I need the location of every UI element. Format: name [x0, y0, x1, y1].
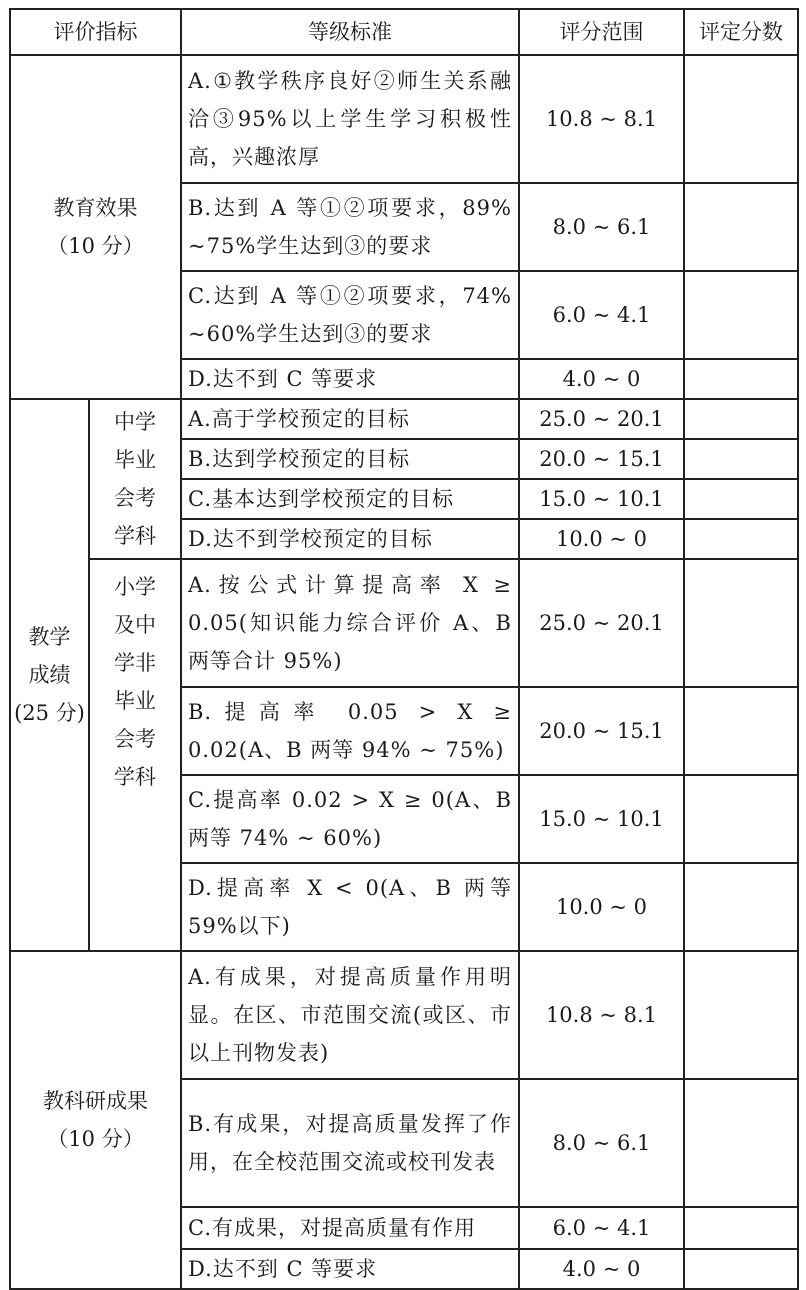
standard-cell: A.①教学秩序良好②师生关系融洽③95%以上学生学习积极性高，兴趣浓厚 — [181, 55, 519, 183]
score-input-cell[interactable] — [684, 1079, 798, 1207]
standard-cell: D.提高率 X < 0(A、B 两等 59%以下) — [181, 863, 519, 951]
standard-cell: C.达到 A 等①②项要求，74% ~60%学生达到③的要求 — [181, 271, 519, 359]
header-indicator: 评价指标 — [10, 9, 181, 55]
indicator-points: (25 分) — [14, 701, 85, 725]
standard-cell: B.有成果，对提高质量发挥了作用，在全校范围交流或校刊发表 — [181, 1079, 519, 1207]
range-cell: 25.0 ~ 20.1 — [519, 399, 684, 439]
header-standard: 等级标准 — [181, 9, 519, 55]
range-cell: 10.8 ~ 8.1 — [519, 951, 684, 1079]
score-input-cell[interactable] — [684, 55, 798, 183]
score-input-cell[interactable] — [684, 863, 798, 951]
range-cell: 15.0 ~ 10.1 — [519, 775, 684, 863]
indicator-cell — [10, 951, 181, 1289]
indicator-name: 教学成绩 — [28, 625, 71, 687]
range-cell: 25.0 ~ 20.1 — [519, 559, 684, 687]
range-cell: 20.0 ~ 15.1 — [519, 687, 684, 775]
standard-cell: C.提高率 0.02 > X ≥ 0(A、B 两等 74% ~ 60%) — [181, 775, 519, 863]
table-row — [10, 399, 798, 439]
score-input-cell[interactable] — [684, 1249, 798, 1289]
table-row — [10, 951, 798, 1079]
subject-group-label: 中学毕业会考学科 — [89, 399, 181, 559]
score-input-cell[interactable] — [684, 271, 798, 359]
range-cell: 6.0 ~ 4.1 — [519, 271, 684, 359]
score-input-cell[interactable] — [684, 1207, 798, 1249]
standard-cell: B.达到 A 等①②项要求，89% ~75%学生达到③的要求 — [181, 183, 519, 271]
standard-cell: C.基本达到学校预定的目标 — [181, 479, 519, 519]
range-cell: 15.0 ~ 10.1 — [519, 479, 684, 519]
evaluation-table — [9, 8, 799, 1290]
score-input-cell[interactable] — [684, 687, 798, 775]
score-input-cell[interactable] — [684, 951, 798, 1079]
score-input-cell[interactable] — [684, 183, 798, 271]
table-row — [10, 55, 798, 183]
standard-cell: B.达到学校预定的目标 — [181, 439, 519, 479]
table-row — [10, 559, 798, 687]
range-cell: 6.0 ~ 4.1 — [519, 1207, 684, 1249]
score-input-cell[interactable] — [684, 559, 798, 687]
indicator-name: 教育效果 — [53, 196, 138, 220]
standard-cell: A.高于学校预定的目标 — [181, 399, 519, 439]
standard-cell: C.有成果，对提高质量有作用 — [181, 1207, 519, 1249]
range-cell: 10.0 ~ 0 — [519, 863, 684, 951]
indicator-points: （10 分） — [47, 234, 144, 258]
header-row — [10, 9, 798, 55]
range-cell: 10.8 ~ 8.1 — [519, 55, 684, 183]
range-cell: 20.0 ~ 15.1 — [519, 439, 684, 479]
standard-cell: A.按公式计算提高率 X ≥ 0.05(知识能力综合评价 A、B 两等合计 95%) — [181, 559, 519, 687]
indicator-points: （10 分） — [47, 1127, 144, 1151]
standard-cell: D.达不到 C 等要求 — [181, 1249, 519, 1289]
standard-cell: D.达不到 C 等要求 — [181, 359, 519, 399]
indicator-cell — [10, 399, 89, 951]
indicator-cell — [10, 55, 181, 399]
header-range: 评分范围 — [519, 9, 684, 55]
range-cell: 10.0 ~ 0 — [519, 519, 684, 559]
header-score: 评定分数 — [684, 9, 798, 55]
range-cell: 8.0 ~ 6.1 — [519, 1079, 684, 1207]
score-input-cell[interactable] — [684, 359, 798, 399]
range-cell: 4.0 ~ 0 — [519, 1249, 684, 1289]
score-input-cell[interactable] — [684, 399, 798, 439]
score-input-cell[interactable] — [684, 479, 798, 519]
standard-cell: A.有成果，对提高质量作用明显。在区、市范围交流(或区、市以上刊物发表) — [181, 951, 519, 1079]
score-input-cell[interactable] — [684, 519, 798, 559]
score-input-cell[interactable] — [684, 775, 798, 863]
standard-cell: B.提高率 0.05 > X ≥ 0.02(A、B 两等 94% ~ 75%) — [181, 687, 519, 775]
range-cell: 4.0 ~ 0 — [519, 359, 684, 399]
indicator-name: 教科研成果 — [43, 1089, 148, 1113]
range-cell: 8.0 ~ 6.1 — [519, 183, 684, 271]
subject-group-label: 小学及中学非毕业会考学科 — [89, 559, 181, 951]
standard-cell: D.达不到学校预定的目标 — [181, 519, 519, 559]
score-input-cell[interactable] — [684, 439, 798, 479]
